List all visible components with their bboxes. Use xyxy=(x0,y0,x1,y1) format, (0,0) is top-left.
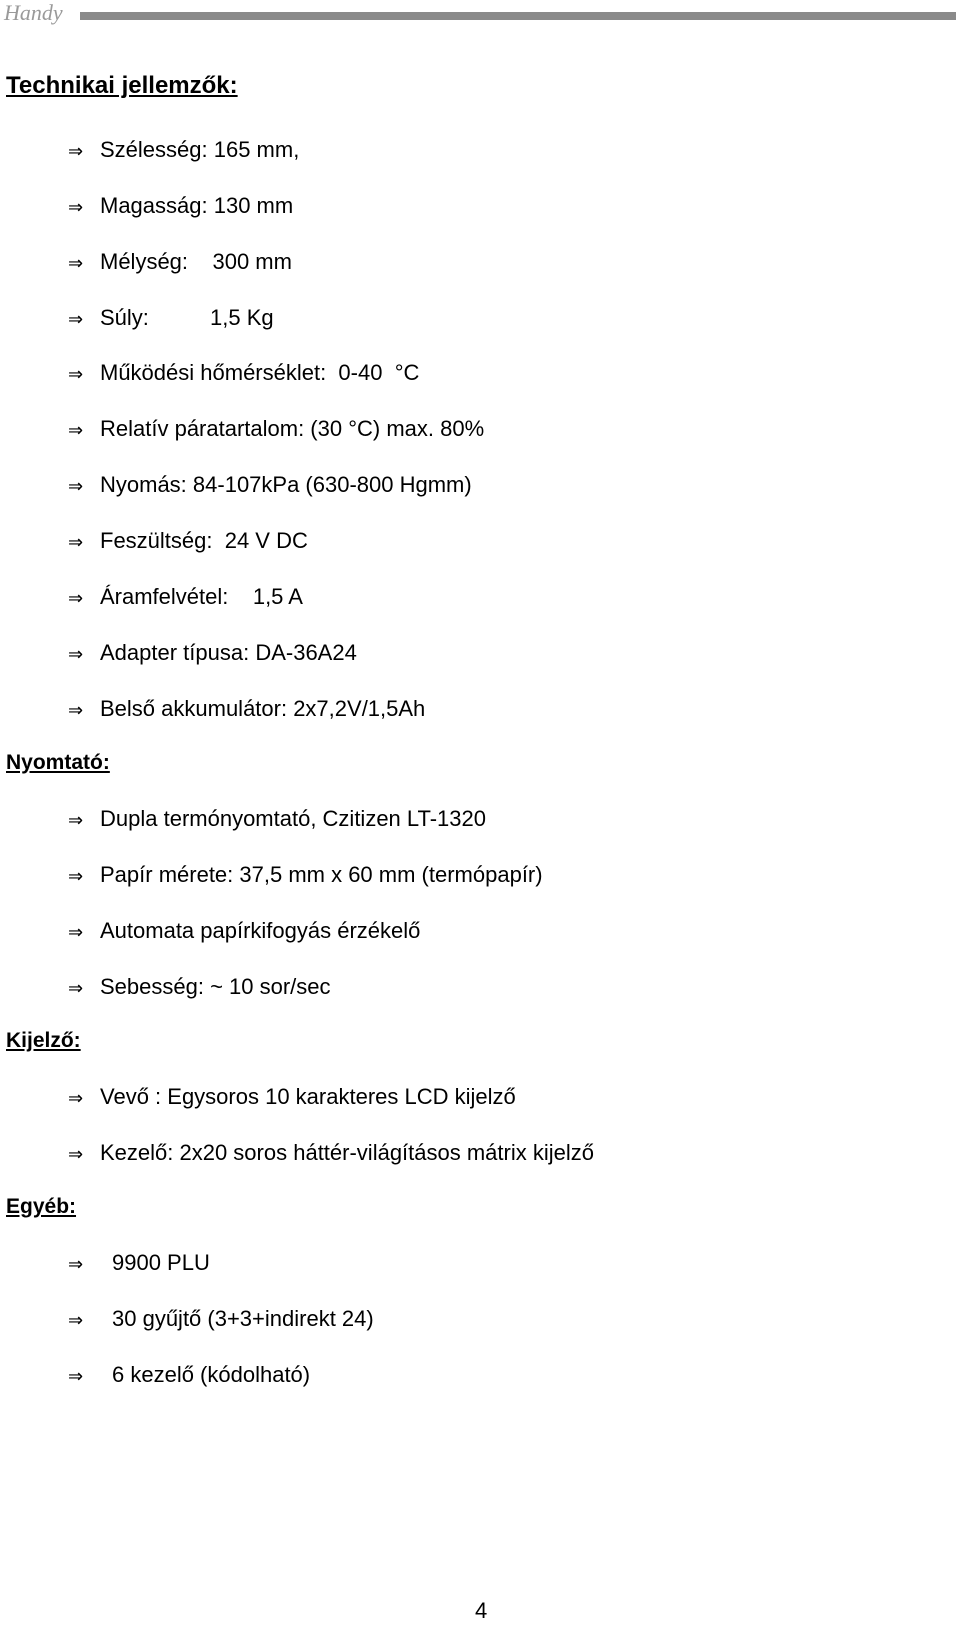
list-item: ⇒ Mélység: 300 mm xyxy=(68,249,292,274)
arrow-icon: ⇒ xyxy=(68,1254,84,1275)
list-item: ⇒ 30 gyűjtő (3+3+indirekt 24) xyxy=(68,1306,374,1331)
list-item: ⇒ Dupla termónyomtató, Czitizen LT-1320 xyxy=(68,806,486,831)
arrow-icon: ⇒ xyxy=(68,1144,84,1165)
list-item: ⇒ Nyomás: 84-107kPa (630-800 Hgmm) xyxy=(68,472,472,497)
arrow-icon: ⇒ xyxy=(68,197,84,218)
page-header xyxy=(0,0,960,30)
list-item: ⇒ Működési hőmérséklet: 0-40 °C xyxy=(68,360,420,385)
list-item: ⇒ 6 kezelő (kódolható) xyxy=(68,1362,311,1387)
list-item: ⇒ Feszültség: 24 V DC xyxy=(68,528,308,553)
list-item: ⇒ 9900 PLU xyxy=(68,1250,210,1275)
arrow-icon: ⇒ xyxy=(68,309,84,330)
arrow-icon: ⇒ xyxy=(68,1310,84,1331)
section-heading-other: Egyéb: xyxy=(6,1195,77,1218)
arrow-icon: ⇒ xyxy=(68,922,84,943)
list-item: ⇒ Sebesség: ~ 10 sor/sec xyxy=(68,974,331,999)
arrow-icon: ⇒ xyxy=(68,1366,84,1387)
list-item: ⇒ Áramfelvétel: 1,5 A xyxy=(68,584,303,609)
list-item: ⇒ Vevő : Egysoros 10 karakteres LCD kijelző xyxy=(68,1084,516,1109)
arrow-icon: ⇒ xyxy=(68,253,84,274)
page-title: Technikai jellemzők: xyxy=(6,72,238,99)
arrow-icon: ⇒ xyxy=(68,644,84,665)
list-item: ⇒ Szélesség: 165 mm, xyxy=(68,137,300,162)
section-heading-printer: Nyomtató: xyxy=(6,751,110,774)
arrow-icon: ⇒ xyxy=(68,476,84,497)
arrow-icon: ⇒ xyxy=(68,364,84,385)
list-item: ⇒ Magasság: 130 mm xyxy=(68,193,294,218)
arrow-icon: ⇒ xyxy=(68,141,84,162)
section-heading-display: Kijelző: xyxy=(6,1029,81,1052)
list-item: ⇒ Automata papírkifogyás érzékelő xyxy=(68,918,421,943)
arrow-icon: ⇒ xyxy=(68,978,84,999)
list-item: ⇒ Súly: 1,5 Kg xyxy=(68,305,274,330)
arrow-icon: ⇒ xyxy=(68,532,84,553)
arrow-icon: ⇒ xyxy=(68,700,84,721)
list-item: ⇒ Belső akkumulátor: 2x7,2V/1,5Ah xyxy=(68,696,426,721)
list-item: ⇒ Papír mérete: 37,5 mm x 60 mm (termópapír) xyxy=(68,862,543,887)
arrow-icon: ⇒ xyxy=(68,588,84,609)
header-rule xyxy=(80,12,956,20)
arrow-icon: ⇒ xyxy=(68,810,84,831)
list-item: ⇒ Adapter típusa: DA-36A24 xyxy=(68,640,357,665)
list-item: ⇒ Relatív páratartalom: (30 °C) max. 80% xyxy=(68,416,485,441)
arrow-icon: ⇒ xyxy=(68,866,84,887)
brand-logo: Handy xyxy=(4,0,63,25)
arrow-icon: ⇒ xyxy=(68,420,84,441)
list-item: ⇒ Kezelő: 2x20 soros háttér-világításos mátrix kijelző xyxy=(68,1140,594,1165)
arrow-icon: ⇒ xyxy=(68,1088,84,1109)
page-number: 4 xyxy=(475,1598,488,1623)
